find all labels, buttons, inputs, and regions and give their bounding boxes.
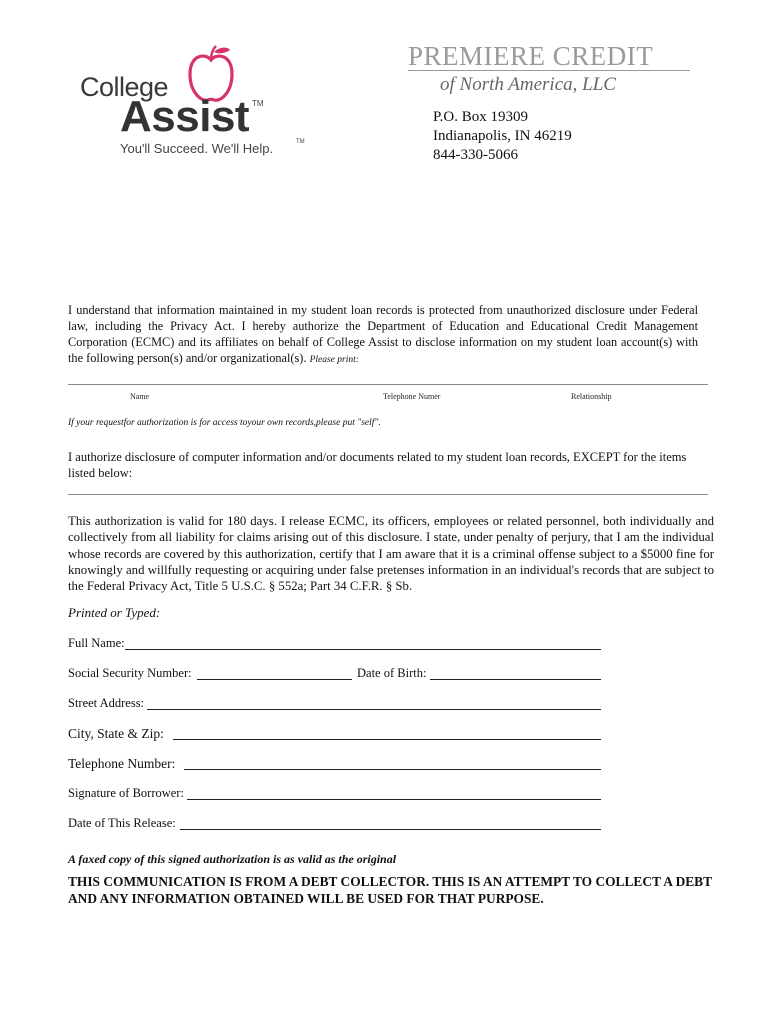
column-name-label: Name bbox=[130, 392, 150, 401]
logo-trademark: TM bbox=[252, 99, 264, 108]
authorization-text: I understand that information maintained in my student loan records is protected from unauthorized disclosure under Federal law, including the Privacy Act. I hereby authorize the Department of Education and Educational Credit Management Corporation (ECMC) and its affiliates on behalf of College Assist to disclose information on my student loan account(s) with the following person(s) and/or organizational(s). bbox=[68, 303, 698, 365]
signature-label: Signature of Borrower: bbox=[68, 786, 184, 800]
company-subtitle: of North America, LLC bbox=[440, 74, 616, 95]
logo-tagline-trademark: TM bbox=[296, 139, 305, 145]
validity-paragraph: This authorization is valid for 180 days. I release ECMC, its officers, employees or related personnel, both individually and collectively from all liability for claims arising out of this disclosure. I state, under penalty of perjury, that I am the individual whose records are covered by this authorization, certify that I am aware that it is a criminal offense subject to a $5000 fine for knowingly and willfully requesting or acquiring under false pretenses information in an individual's records that are subject to the Federal Privacy Act, Title 5 U.S.C. § 552a; Part 34 C.F.R. § Sb. bbox=[68, 514, 714, 594]
authorization-paragraph bbox=[68, 302, 698, 368]
date-of-release-label: Date of This Release: bbox=[68, 816, 176, 830]
address-city: Indianapolis, IN 46219 bbox=[433, 128, 572, 144]
faxed-copy-note: A faxed copy of this signed authorization is as valid as the original bbox=[68, 852, 397, 866]
address-phone: 844-330-5066 bbox=[433, 147, 518, 163]
ssn-field[interactable] bbox=[197, 667, 352, 680]
city-state-zip-label: City, State & Zip: bbox=[68, 726, 164, 741]
company-rule bbox=[408, 70, 690, 71]
full-name-label: Full Name: bbox=[68, 636, 125, 650]
city-state-zip-field[interactable] bbox=[173, 727, 601, 740]
telephone-label: Telephone Number: bbox=[68, 756, 176, 771]
ssn-label: Social Security Number: bbox=[68, 666, 192, 680]
date-of-release-field[interactable] bbox=[180, 817, 601, 830]
please-print-label: Please print: bbox=[309, 355, 359, 365]
logo-college-text: College bbox=[80, 72, 169, 102]
street-address-label: Street Address: bbox=[68, 696, 145, 710]
logo-tagline: You'll Succeed. We'll Help. bbox=[120, 141, 274, 156]
column-telephone-label: Telephone Numer bbox=[383, 392, 441, 401]
printed-or-typed-heading: Printed or Typed: bbox=[68, 605, 161, 620]
exceptions-line[interactable] bbox=[68, 494, 708, 495]
debt-collector-notice: THIS COMMUNICATION IS FROM A DEBT COLLECTOR. THIS IS AN ATTEMPT TO COLLECT A DEBT AND ANY INFORMATION OBTAINED WILL BE USED FOR THAT PURPOSE. bbox=[68, 874, 712, 906]
street-address-field[interactable] bbox=[147, 697, 601, 710]
full-name-field[interactable] bbox=[125, 637, 601, 650]
dob-label: Date of Birth: bbox=[357, 666, 427, 680]
telephone-field[interactable] bbox=[184, 757, 601, 770]
authorized-person-line[interactable] bbox=[68, 384, 708, 385]
dob-field[interactable] bbox=[430, 667, 601, 680]
column-relationship-label: Relationship bbox=[571, 392, 612, 401]
address-po-box: P.O. Box 19309 bbox=[433, 109, 529, 125]
signature-field[interactable] bbox=[187, 787, 601, 800]
logo-assist-text: Assist bbox=[120, 92, 250, 141]
company-name: PREMIERE CREDIT bbox=[408, 41, 654, 71]
exceptions-paragraph: I authorize disclosure of computer information and/or documents related to my student loan records, EXCEPT for the items listed below: bbox=[68, 450, 687, 480]
self-note: If your requestfor authorization is for access toyour own records,please put "self". bbox=[68, 418, 381, 428]
